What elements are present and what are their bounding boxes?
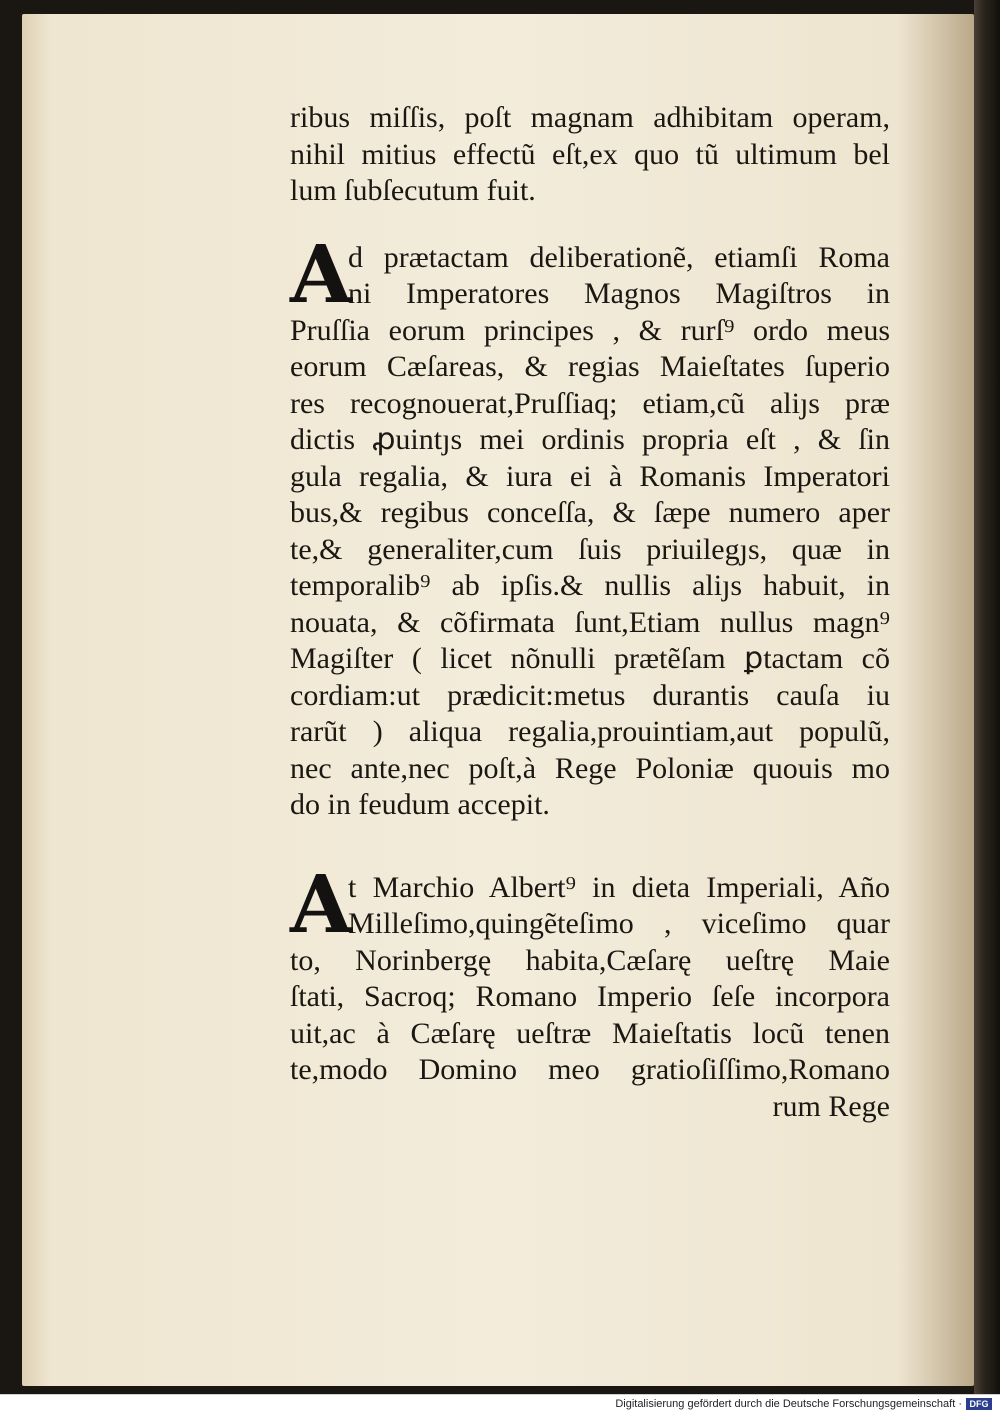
text-line: Milleſimo,quingẽteſimo , viceſimo quar xyxy=(348,907,890,940)
text-line: rarũt ) aliqua regalia,prouintiam,aut populũ, xyxy=(290,715,890,748)
paragraph-1 xyxy=(290,100,890,210)
text-line: nec ante,nec poſt,à Rege Poloniæ quouis mo xyxy=(290,751,890,785)
text-block xyxy=(290,100,890,1125)
footer-bar xyxy=(0,1394,1000,1414)
text-line: bus,& regibus conceſſa, & ſæpe numero aper xyxy=(290,496,890,529)
dfg-logo: DFG xyxy=(966,1398,992,1410)
text-line: temporalib⁹ ab ipſis.& nullis aliȷs habuit, in xyxy=(290,569,890,602)
drop-capital: A xyxy=(290,226,353,321)
text-line: te,& generaliter,cum ſuis priuilegȷs, quæ in xyxy=(290,532,890,566)
paragraph-2 xyxy=(290,226,890,824)
funding-credit: Digitalisierung gefördert durch die Deutsche Forschungsgemeinschaft · xyxy=(615,1398,962,1410)
text-line: te,modo Domino meo gratioſiſſimo,Romano xyxy=(290,1053,890,1086)
text-line: ribus miſſis, poſt magnam adhibitam operam, xyxy=(290,101,890,134)
text-line: ni Imperatores Magnos Magiſtros in xyxy=(348,277,890,310)
text-line: d prætactam deliberationẽ, etiamſi Roma xyxy=(348,240,890,274)
drop-capital: A xyxy=(290,856,353,951)
book-edge xyxy=(974,0,1000,1394)
text-line: dictis ꝓuintȷs mei ordinis propria eſt , & ſin xyxy=(290,423,890,456)
text-line: uit,ac à Cæſarę ueſtræ Maieſtatis locũ tenen xyxy=(290,1016,890,1050)
text-line: to, Norinbergę habita,Cæſarę ueſtrę Maie xyxy=(290,943,890,977)
text-line: cordiam:ut prædicit:metus durantis cauſa iu xyxy=(290,678,890,712)
text-line: ſtati, Sacroq; Romano Imperio ſeſe incorpora xyxy=(290,980,890,1013)
text-line: nouata, & cõfirmata ſunt,Etiam nullus magn⁹ xyxy=(290,605,890,639)
text-line: nihil mitius effectũ eſt,ex quo tũ ultimum bel xyxy=(290,137,890,171)
text-line: res recognouerat,Pruſſiaq; etiam,cũ aliȷs præ xyxy=(290,386,890,420)
paragraph-3 xyxy=(290,856,890,1126)
text-line: Magiſter ( licet nõnulli prætẽſam ꝑtactam cõ xyxy=(290,642,890,675)
text-line: lum ſubſecutum fuit. xyxy=(290,174,536,207)
catchword: rum Rege xyxy=(772,1089,890,1123)
text-line: t Marchio Albert⁹ in dieta Imperiali, Año xyxy=(348,870,890,904)
text-line: Pruſſia eorum principes , & rurſ⁹ ordo meus xyxy=(290,313,890,347)
text-line: gula regalia, & iura ei à Romanis Imperatori xyxy=(290,459,890,493)
text-line: eorum Cæſareas, & regias Maieſtates ſuperio xyxy=(290,350,890,383)
text-line: do in feudum accepit. xyxy=(290,788,550,821)
